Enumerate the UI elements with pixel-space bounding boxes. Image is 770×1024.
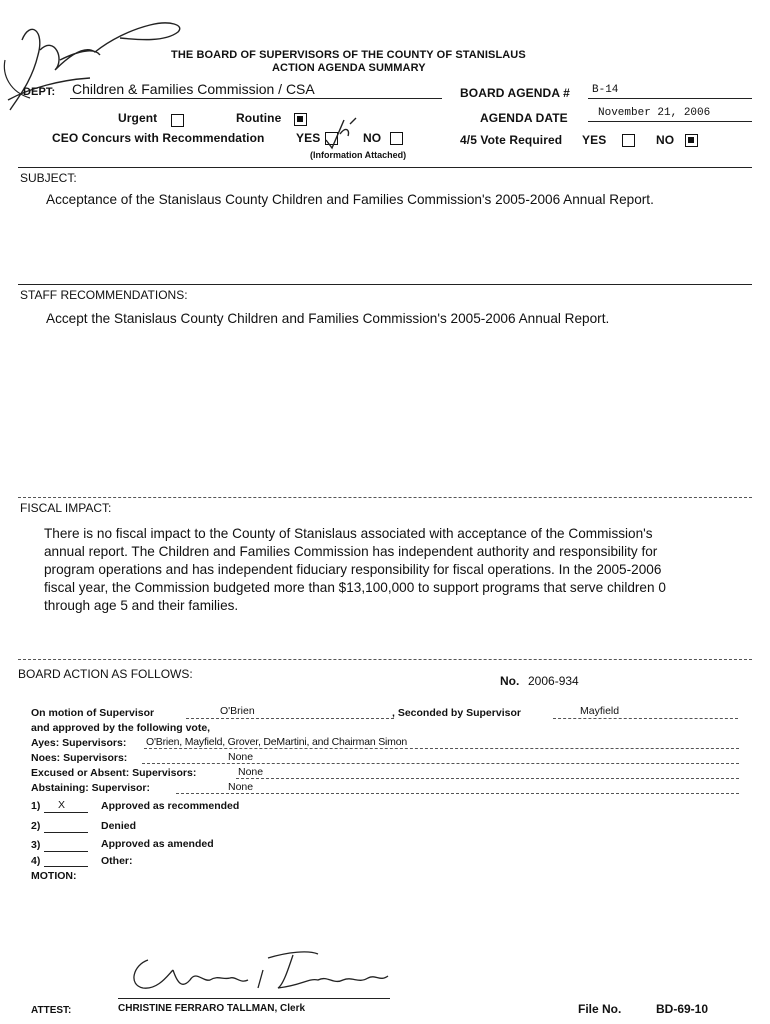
board-action-heading: BOARD ACTION AS FOLLOWS: — [18, 667, 193, 681]
option-1-mark: X — [58, 799, 66, 811]
motion-label: On motion of Supervisor — [31, 707, 155, 719]
attest-signature-line — [118, 998, 390, 999]
routine-checkbox[interactable] — [294, 113, 307, 126]
ceo-yes-checkmark-initials — [320, 112, 360, 152]
fiscal-rule — [18, 497, 752, 498]
attest-name: CHRISTINE FERRARO TALLMAN, Clerk — [118, 1003, 306, 1014]
option-3-line — [44, 851, 88, 852]
option-2-num: 2) — [31, 820, 41, 832]
urgent-label: Urgent — [118, 111, 158, 125]
seconded-value: Mayfield — [580, 705, 620, 717]
option-2-line — [44, 832, 88, 833]
ceo-note: (Information Attached) — [310, 150, 407, 160]
noes-underline — [142, 763, 739, 764]
noes-value: None — [228, 751, 254, 763]
file-no-value: BD-69-10 — [656, 1002, 709, 1016]
board-agenda-label: BOARD AGENDA # — [460, 86, 570, 100]
four-fifths-no-checkbox[interactable] — [685, 134, 698, 147]
ceo-no-label: NO — [363, 131, 382, 145]
motion-underline — [186, 718, 394, 719]
four-fifths-yes-label: YES — [582, 133, 607, 147]
fiscal-line-3: program operations and has independent fiduciary responsibility for fiscal operations. In the 2005-2006 — [44, 562, 662, 577]
header-title-line2: ACTION AGENDA SUMMARY — [272, 62, 426, 74]
agenda-date-label: AGENDA DATE — [480, 111, 568, 125]
option-4-num: 4) — [31, 855, 41, 867]
option-3-num: 3) — [31, 839, 41, 851]
dept-label: DEPT: — [23, 86, 56, 98]
dept-underline — [70, 98, 442, 99]
staff-rule — [18, 284, 752, 285]
ceo-label: CEO Concurs with Recommendation — [52, 131, 265, 145]
staff-text: Accept the Stanislaus County Children and Families Commission's 2005-2006 Annual Report. — [46, 311, 610, 326]
motion-value: O'Brien — [220, 705, 255, 717]
option-2-label: Denied — [101, 820, 137, 832]
option-1-label: Approved as recommended — [101, 800, 240, 812]
header-title-line1: THE BOARD OF SUPERVISORS OF THE COUNTY OF STANISLAUS — [171, 49, 526, 61]
board-agenda-value: B-14 — [592, 84, 619, 96]
initials-signature — [0, 0, 200, 130]
abstaining-label: Abstaining: Supervisor: — [31, 782, 151, 794]
agenda-date-underline — [588, 121, 752, 122]
ayes-underline — [144, 748, 739, 749]
ceo-yes-label: YES — [296, 131, 321, 145]
four-fifths-no-label: NO — [656, 133, 675, 147]
approved-line: and approved by the following vote, — [31, 722, 211, 734]
board-action-rule — [18, 659, 752, 660]
ceo-no-checkbox[interactable] — [390, 132, 403, 145]
ayes-value: O'Brien, Mayfield, Grover, DeMartini, and Chairman Simon — [146, 736, 407, 748]
abstaining-value: None — [228, 781, 254, 793]
agenda-date-value: November 21, 2006 — [598, 107, 711, 119]
subject-rule — [18, 167, 752, 168]
fiscal-line-1: There is no fiscal impact to the County of Stanislaus associated with acceptance of the Commission's — [44, 526, 653, 541]
board-action-no-label: No. — [500, 674, 520, 688]
staff-heading: STAFF RECOMMENDATIONS: — [20, 288, 188, 302]
seconded-label: , Seconded by Supervisor — [392, 707, 521, 719]
fiscal-line-5: through age 5 and their families. — [44, 598, 239, 613]
attest-label: ATTEST: — [31, 1005, 72, 1016]
motion-heading: MOTION: — [31, 870, 77, 882]
dept-value: Children & Families Commission / CSA — [72, 81, 315, 97]
option-3-label: Approved as amended — [101, 838, 214, 850]
board-action-no-value: 2006-934 — [528, 674, 579, 688]
option-4-label: Other: — [101, 855, 133, 867]
clerk-signature — [118, 940, 418, 1000]
fiscal-line-4: fiscal year, the Commission budgeted more than $13,100,000 to support programs that serve children 0 — [44, 580, 666, 595]
excused-underline — [236, 778, 739, 779]
noes-label: Noes: Supervisors: — [31, 752, 128, 764]
excused-value: None — [238, 766, 264, 778]
board-agenda-underline — [588, 98, 752, 99]
four-fifths-label: 4/5 Vote Required — [460, 133, 563, 147]
option-1-line — [44, 812, 88, 813]
excused-label: Excused or Absent: Supervisors: — [31, 767, 197, 779]
urgent-checkbox[interactable] — [171, 114, 184, 127]
routine-label: Routine — [236, 111, 282, 125]
four-fifths-yes-checkbox[interactable] — [622, 134, 635, 147]
seconded-underline — [553, 718, 738, 719]
subject-text: Acceptance of the Stanislaus County Children and Families Commission's 2005-2006 Annual Report. — [46, 192, 654, 207]
option-1-num: 1) — [31, 800, 41, 812]
subject-heading: SUBJECT: — [20, 171, 77, 185]
fiscal-line-2: annual report. The Children and Families Commission has independent authority and responsibility for — [44, 544, 658, 559]
abstaining-underline — [176, 793, 739, 794]
fiscal-heading: FISCAL IMPACT: — [20, 501, 112, 515]
file-no-label: File No. — [578, 1002, 622, 1016]
ayes-label: Ayes: Supervisors: — [31, 737, 127, 749]
option-4-line — [44, 866, 88, 867]
